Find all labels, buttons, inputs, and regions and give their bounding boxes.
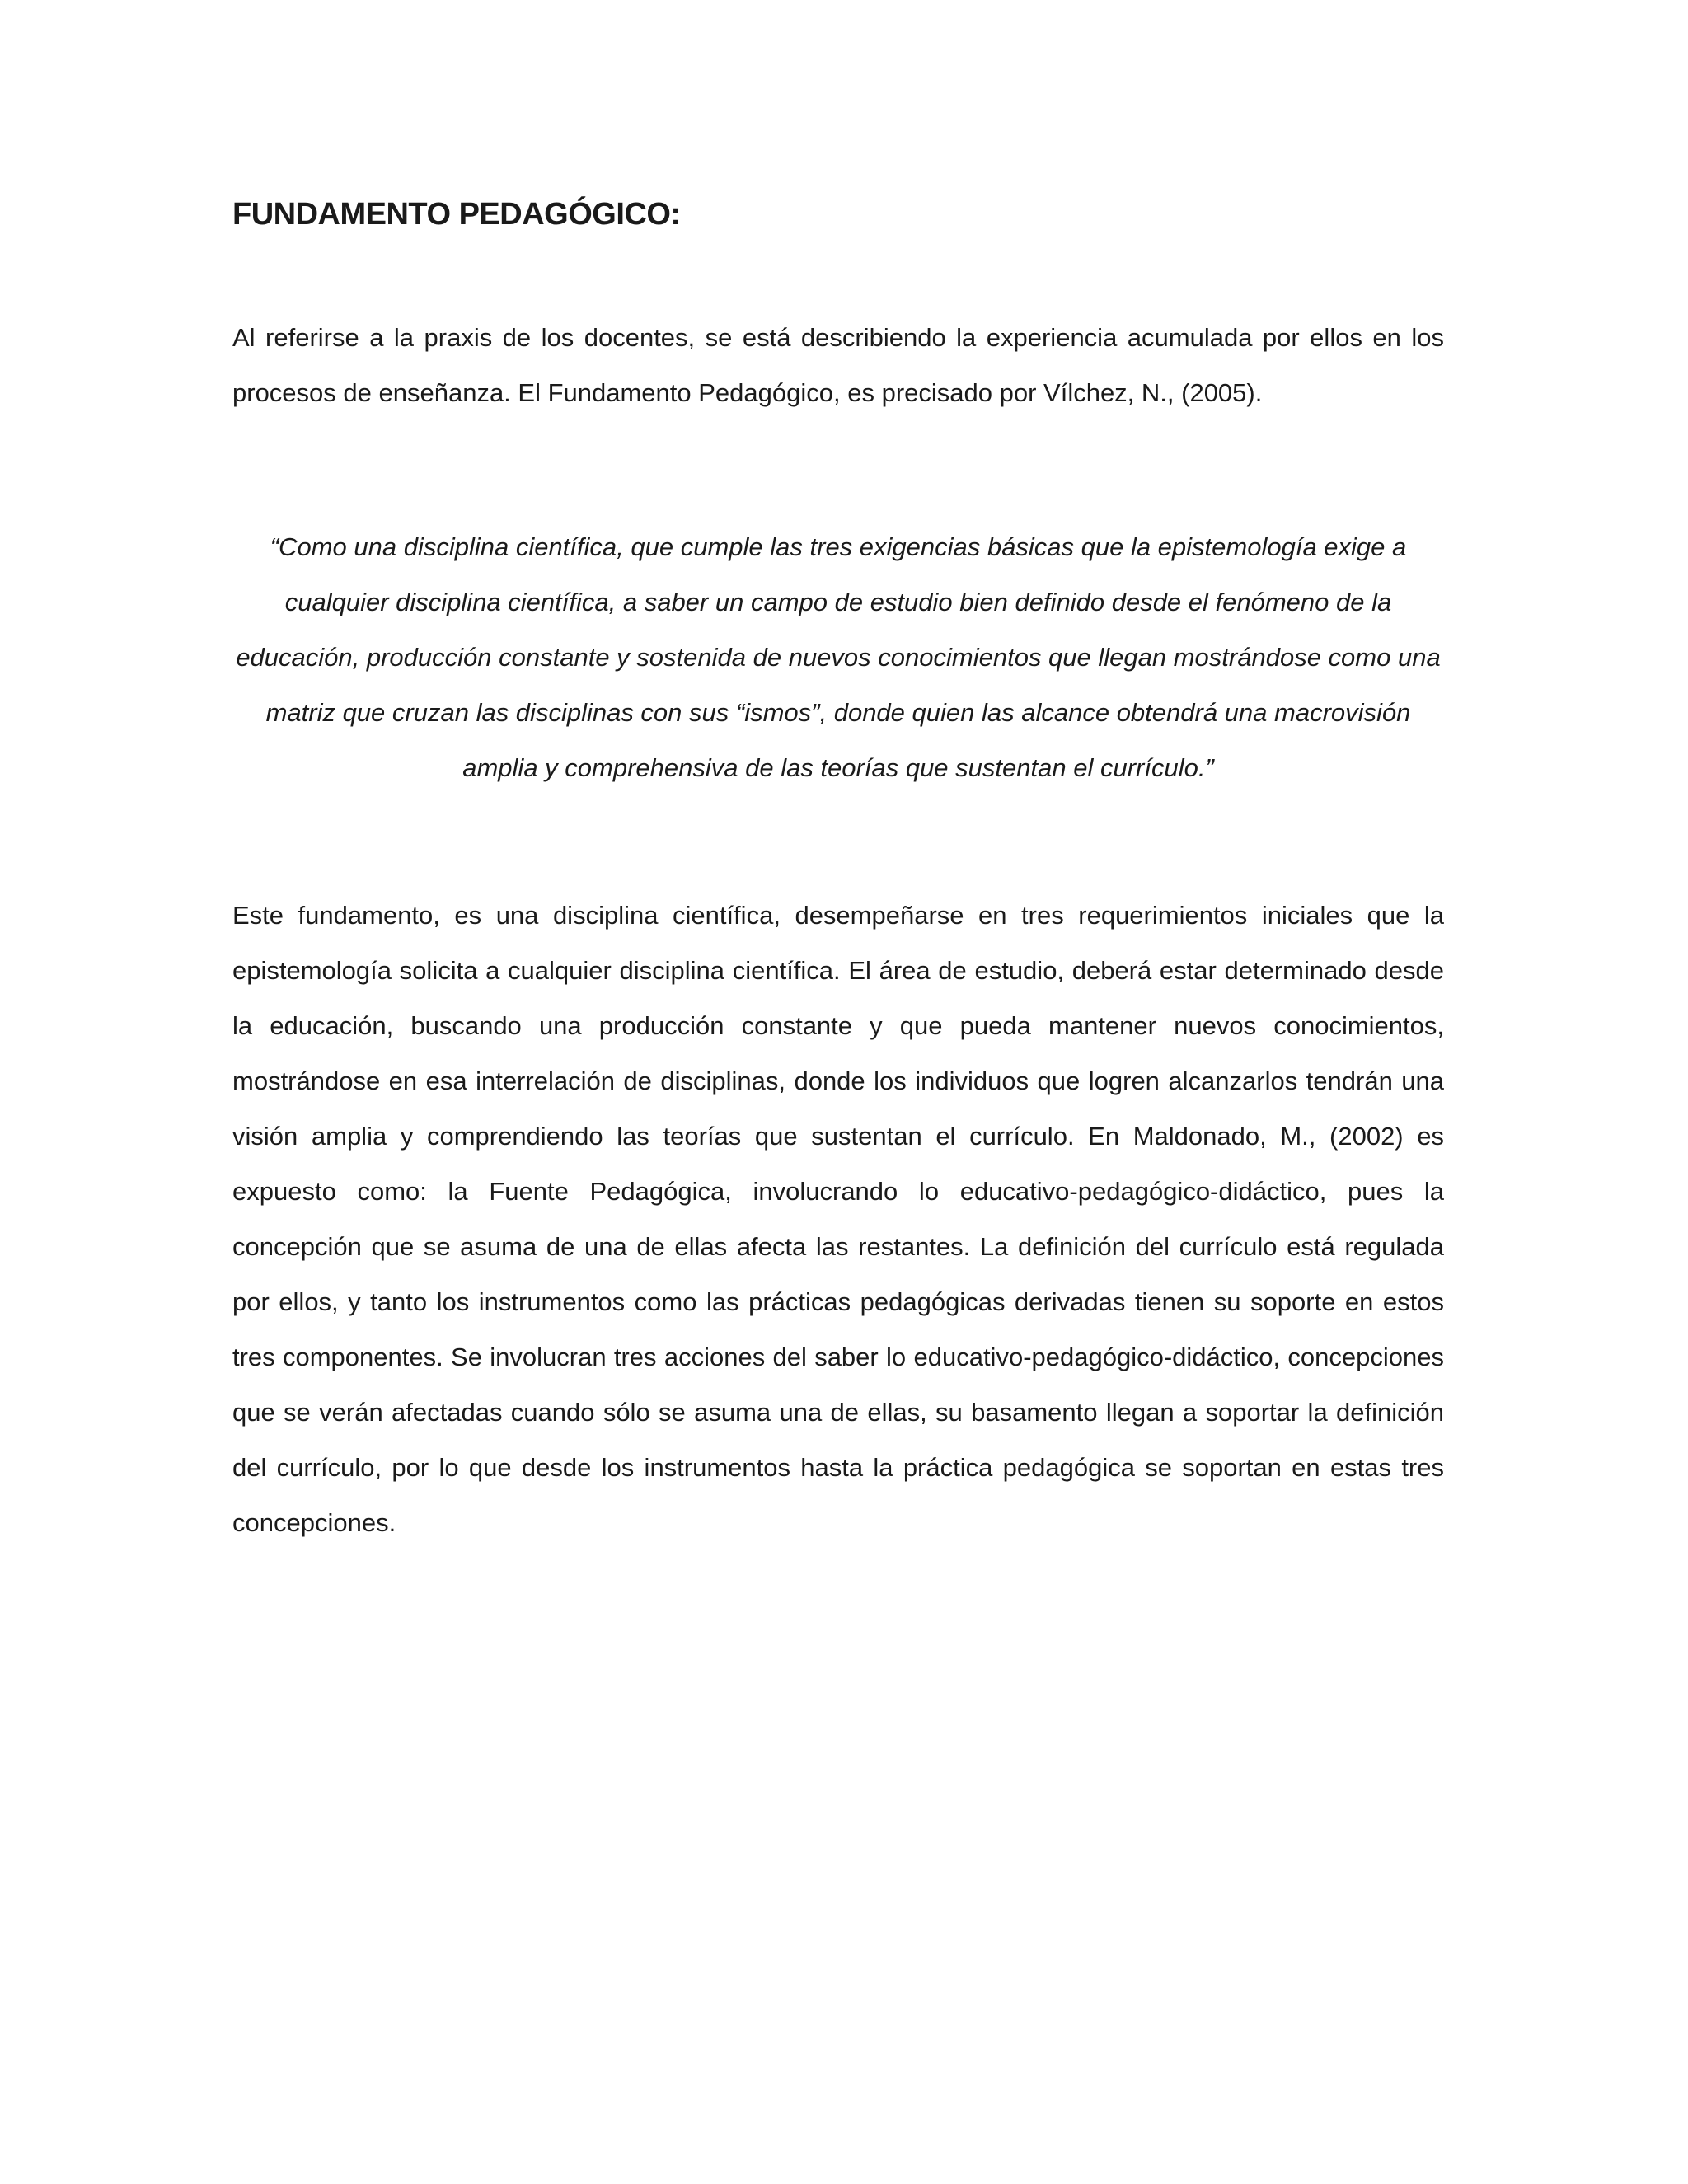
quote-paragraph: “Como una disciplina científica, que cumple las tres exigencias básicas que la epistemología exige a cualquier disciplina científica, a saber un campo de estudio bien definido desde el fenómeno de la educación, producción constante y sostenida de nuevos conocimientos que llegan mostrándose como una matriz que cruzan las disciplinas con sus “ismos”, donde quien las alcance obtendrá una macrovisión amplia y comprehensiva de las teorías que sustentan el currículo.” [236,532,1441,782]
document-content [232,191,1444,1550]
intro-paragraph: Al referirse a la praxis de los docentes, se está describiendo la experiencia acumulada por ellos en los procesos de enseñanza. El Fundamento Pedagógico, es precisado por Vílchez, N., (2005). [232,323,1444,407]
body-paragraph: Este fundamento, es una disciplina científica, desempeñarse en tres requerimientos iniciales que la epistemología solicita a cualquier disciplina científica. El área de estudio, deberá estar determinado desde la educación, buscando una producción constante y que pueda mantener nuevos conocimientos, mostrándose en esa interrelación de disciplinas, donde los individuos que logren alcanzarlos tendrán una visión amplia y comprendiendo las teorías que sustentan el currículo. En Maldonado, M., (2002) es expuesto como: la Fuente Pedagógica, involucrando lo educativo-pedagógico-didáctico, pues la concepción que se asuma de una de ellas afecta las restantes. La definición del currículo está regulada por ellos, y tanto los instrumentos como las prácticas pedagógicas derivadas tienen su soporte en estos tres componentes. Se involucran tres acciones del saber lo educativo-pedagógico-didáctico, concepciones que se verán afectadas cuando sólo se asuma una de ellas, su basamento llegan a soportar la definición del currículo, por lo que desde los instrumentos hasta la práctica pedagógica se soportan en estas tres concepciones. [232,901,1444,1537]
document-title: FUNDAMENTO PEDAGÓGICO: [232,197,681,232]
